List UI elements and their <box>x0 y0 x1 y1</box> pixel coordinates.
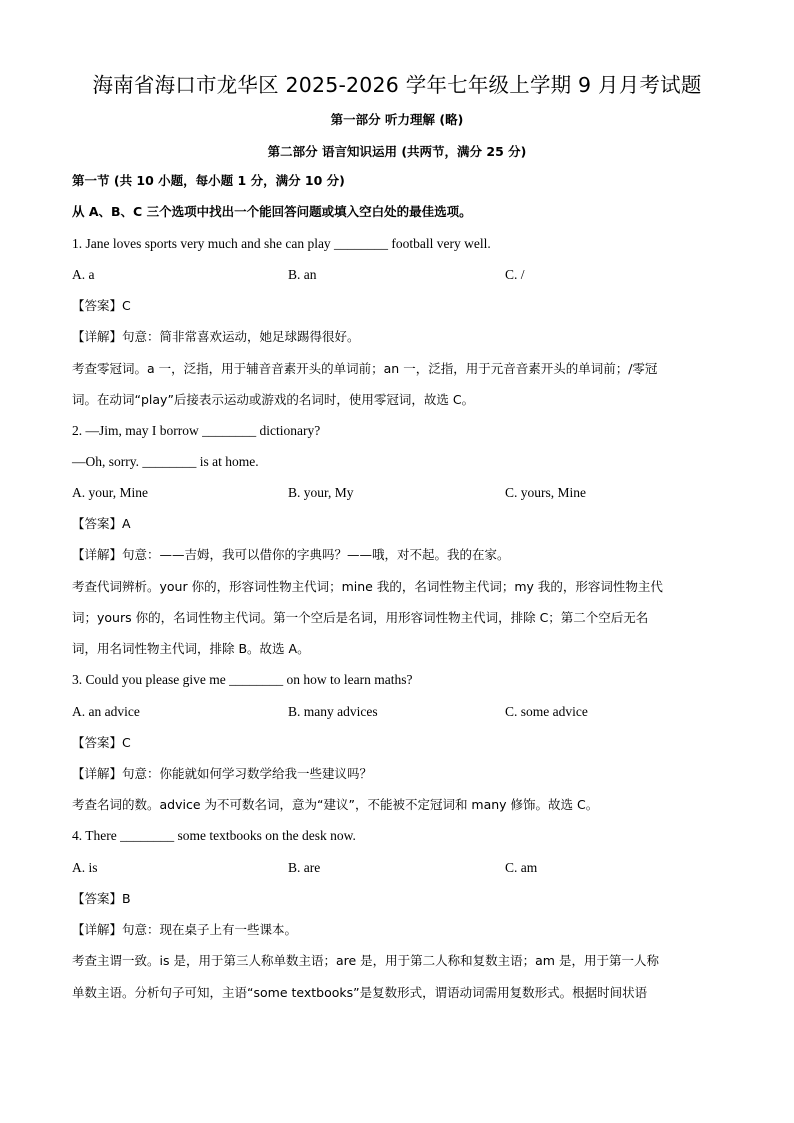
question-1-stem: 1. Jane loves sports very much and she can play ________ football very well. <box>72 236 491 251</box>
question-3-option-b: B. many advices <box>288 704 378 719</box>
question-4-detail: 【详解】句意：现在桌子上有一些课本。 <box>72 922 298 937</box>
question-1-explain-line-1: 考查零冠词。a 一，泛指，用于辅音音素开头的单词前；an 一，泛指，用于元音音素开头的单词前；/零冠 <box>72 361 658 376</box>
question-2-stem-2: —Oh, sorry. ________ is at home. <box>72 454 259 469</box>
question-2-option-c: C. yours, Mine <box>505 485 586 500</box>
question-3-option-c: C. some advice <box>505 704 588 719</box>
question-4-stem: 4. There ________ some textbooks on the desk now. <box>72 828 356 843</box>
question-2-stem: 2. —Jim, may I borrow ________ dictionary? <box>72 423 321 438</box>
question-3-option-a: A. an advice <box>72 704 140 719</box>
question-1-option-b: B. an <box>288 267 317 282</box>
question-3-detail: 【详解】句意：你能就如何学习数学给我一些建议吗？ <box>72 766 373 781</box>
part2-heading: 第二部分 语言知识运用 (共两节，满分 25 分) <box>267 144 527 159</box>
question-2-explain-line-1: 考查代词辨析。your 你的，形容词性物主代词；mine 我的，名词性物主代词；my 我的，形容词性物主代 <box>72 579 663 594</box>
question-4-option-c: C. am <box>505 860 538 875</box>
part1-heading: 第一部分 听力理解 (略) <box>330 112 464 127</box>
question-4-option-b: B. are <box>288 860 321 875</box>
question-1-option-a: A. a <box>72 267 95 282</box>
question-2-option-b: B. your, My <box>288 485 354 500</box>
question-4-explain-line-1: 考查主谓一致。is 是，用于第三人称单数主语；are 是，用于第二人称和复数主语；am 是，用于第一人称 <box>72 953 659 968</box>
question-1-explain-line-2: 词。在动词“play”后接表示运动或游戏的名词时，使用零冠词，故选 C。 <box>72 392 475 407</box>
question-1-detail: 【详解】句意：简非常喜欢运动，她足球踢得很好。 <box>72 329 360 344</box>
question-4-explain-line-2: 单数主语。分析句子可知，主语“some textbooks”是复数形式，谓语动词需用复数形式。根据时间状语 <box>72 985 648 1000</box>
question-1-answer: 【答案】C <box>72 298 131 313</box>
question-1-option-c: C. / <box>505 267 525 282</box>
question-3-explain-line-1: 考查名词的数。advice 为不可数名词，意为“建议”，不能被不定冠词和 many 修饰。故选 C。 <box>72 797 599 812</box>
question-4-answer: 【答案】B <box>72 891 131 906</box>
question-3-stem: 3. Could you please give me ________ on how to learn maths? <box>72 672 413 687</box>
instruction: 从 A、B、C 三个选项中找出一个能回答问题或填入空白处的最佳选项。 <box>72 204 472 219</box>
question-2-answer: 【答案】A <box>72 516 131 531</box>
page-title: 海南省海口市龙华区 2025-2026 学年七年级上学期 9 月月考试题 <box>92 73 702 97</box>
question-4-option-a: A. is <box>72 860 98 875</box>
question-3-answer: 【答案】C <box>72 735 131 750</box>
question-2-explain-line-2: 词；yours 你的，名词性物主代词。第一个空后是名词，用形容词性物主代词，排除 C；第二个空后无名 <box>72 610 649 625</box>
question-2-detail: 【详解】句意：——吉姆，我可以借你的字典吗？——哦，对不起。我的在家。 <box>72 547 510 562</box>
question-2-explain-line-3: 词，用名词性物主代词，排除 B。故选 A。 <box>72 641 310 656</box>
section1-heading: 第一节 (共 10 小题，每小题 1 分，满分 10 分) <box>72 173 345 188</box>
question-2-option-a: A. your, Mine <box>72 485 148 500</box>
